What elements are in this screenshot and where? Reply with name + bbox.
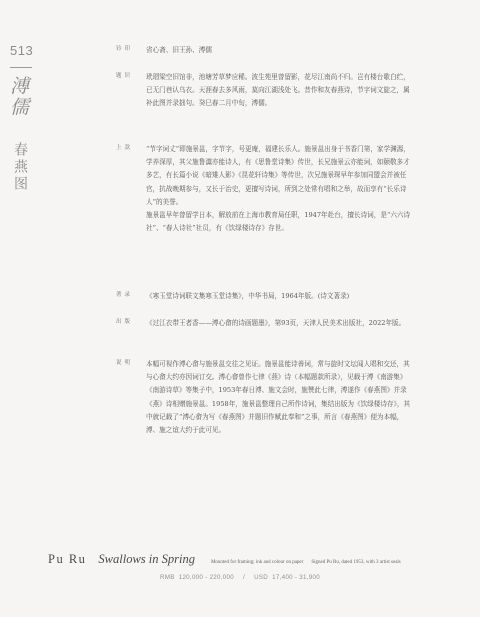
section-text bbox=[146, 143, 414, 235]
work-title-vertical: 春燕图 bbox=[12, 142, 28, 193]
artist-name-en: Pu Ru bbox=[48, 552, 87, 566]
medium-description: Mounted for framing; ink and colour on paper bbox=[210, 560, 304, 565]
paragraph: “节字词丈”即施景邕，字节字，号更庵，福建长乐人。施景邕出身于书香门第，家学渊源，学养深厚，其父施鲁灊亦能诗人，有《思鲁堂诗集》传世，长兄施景云亦能词，如颐敬多才多艺，有长篇小说《暗雉人影》《昆花轩诗集》等传世，次兄施景琛早年参加同盟会并被任官，抗战晚期参与，又长于治史，更擅写诗词，所到之处常有唱和之举，故而享有“长乐诗人”的美誉。 bbox=[146, 145, 410, 206]
divider bbox=[10, 67, 32, 68]
section-text bbox=[146, 317, 414, 330]
section-label: 出版 bbox=[116, 319, 134, 325]
signature-note: Signed Pu Ru, dated 1953, with 3 artist seals bbox=[311, 560, 401, 565]
paragraph: 《过江衣带王者香——溥心畲的诗画题墨》，第93页，天津人民美术出版社，2022年版。 bbox=[146, 319, 406, 327]
usd-label: USD bbox=[254, 574, 269, 581]
paragraph: 省心斋、旧王孙、溥儒 bbox=[146, 46, 212, 54]
section-text bbox=[146, 44, 414, 57]
artist-name-vertical: 溥儒 bbox=[7, 76, 29, 118]
section-label: 上款 bbox=[116, 145, 134, 151]
paragraph: 本幅可视作溥心畲与施景邕交往之见证。施景邕能诗善词，常与旋时文坛闻人唱和交还，其与心畲大约亦因词订交。溥心畲曾作七律《燕》诗（本幅题款所录），见载于溥《南游集》《南游诗草》等集子中，1953年春日溥、施文会时，施赞此七律，溥遂作《春燕图》并录《燕》诗相赠施景邕。1958年，施景邕整理自己所作诗词，集结出版为《饮绿楼诗存》，其中就记载了“溥心畲为写《春燕图》并题旧作赋此奉和”之事，所言《春燕图》便为本幅，溥、施之谊大约于此可见。 bbox=[146, 360, 411, 435]
estimate-separator: / bbox=[243, 574, 246, 581]
rmb-label: RMB bbox=[160, 574, 175, 581]
section-text bbox=[146, 290, 414, 303]
section-label: 钤印 bbox=[116, 46, 134, 52]
lot-caption bbox=[48, 548, 468, 567]
lot-number: 513 bbox=[10, 43, 34, 58]
section-text bbox=[146, 71, 414, 111]
section-label: 说明 bbox=[116, 360, 134, 366]
paragraph: 《寒玉堂诗词联文集寒玉堂诗集》，中华书局，1964年版。(诗文著录) bbox=[146, 292, 350, 300]
usd-value: 17,400 - 31,900 bbox=[272, 574, 320, 581]
rmb-value: 120,000 - 220,000 bbox=[178, 574, 235, 581]
section-label: 著录 bbox=[116, 292, 134, 298]
section-label: 题识 bbox=[116, 73, 134, 79]
paragraph: 玳瑁梁空旧馆非，池塘芳草梦应稀。波生苑里曾留影，花尽江南尚不归。岂有楼台歌白纻，已无门巷认乌衣。天涯春去多风雨，莫向江湖浅处飞。昔作和友春燕诗，节字词文旋之，属补此图并录拙句。癸巳春二月中旬，溥儒。 bbox=[146, 73, 410, 108]
section-text bbox=[146, 358, 414, 437]
work-title-en: Swallows in Spring bbox=[98, 552, 195, 566]
estimate-line bbox=[160, 574, 320, 581]
paragraph: 施景邕早年曾留学日本，解放前在上海市教育局任职，1947年赴台，擅长诗词，是“六六诗社”、“春人诗社”社员，有《饮绿楼诗存》存世。 bbox=[146, 211, 411, 233]
